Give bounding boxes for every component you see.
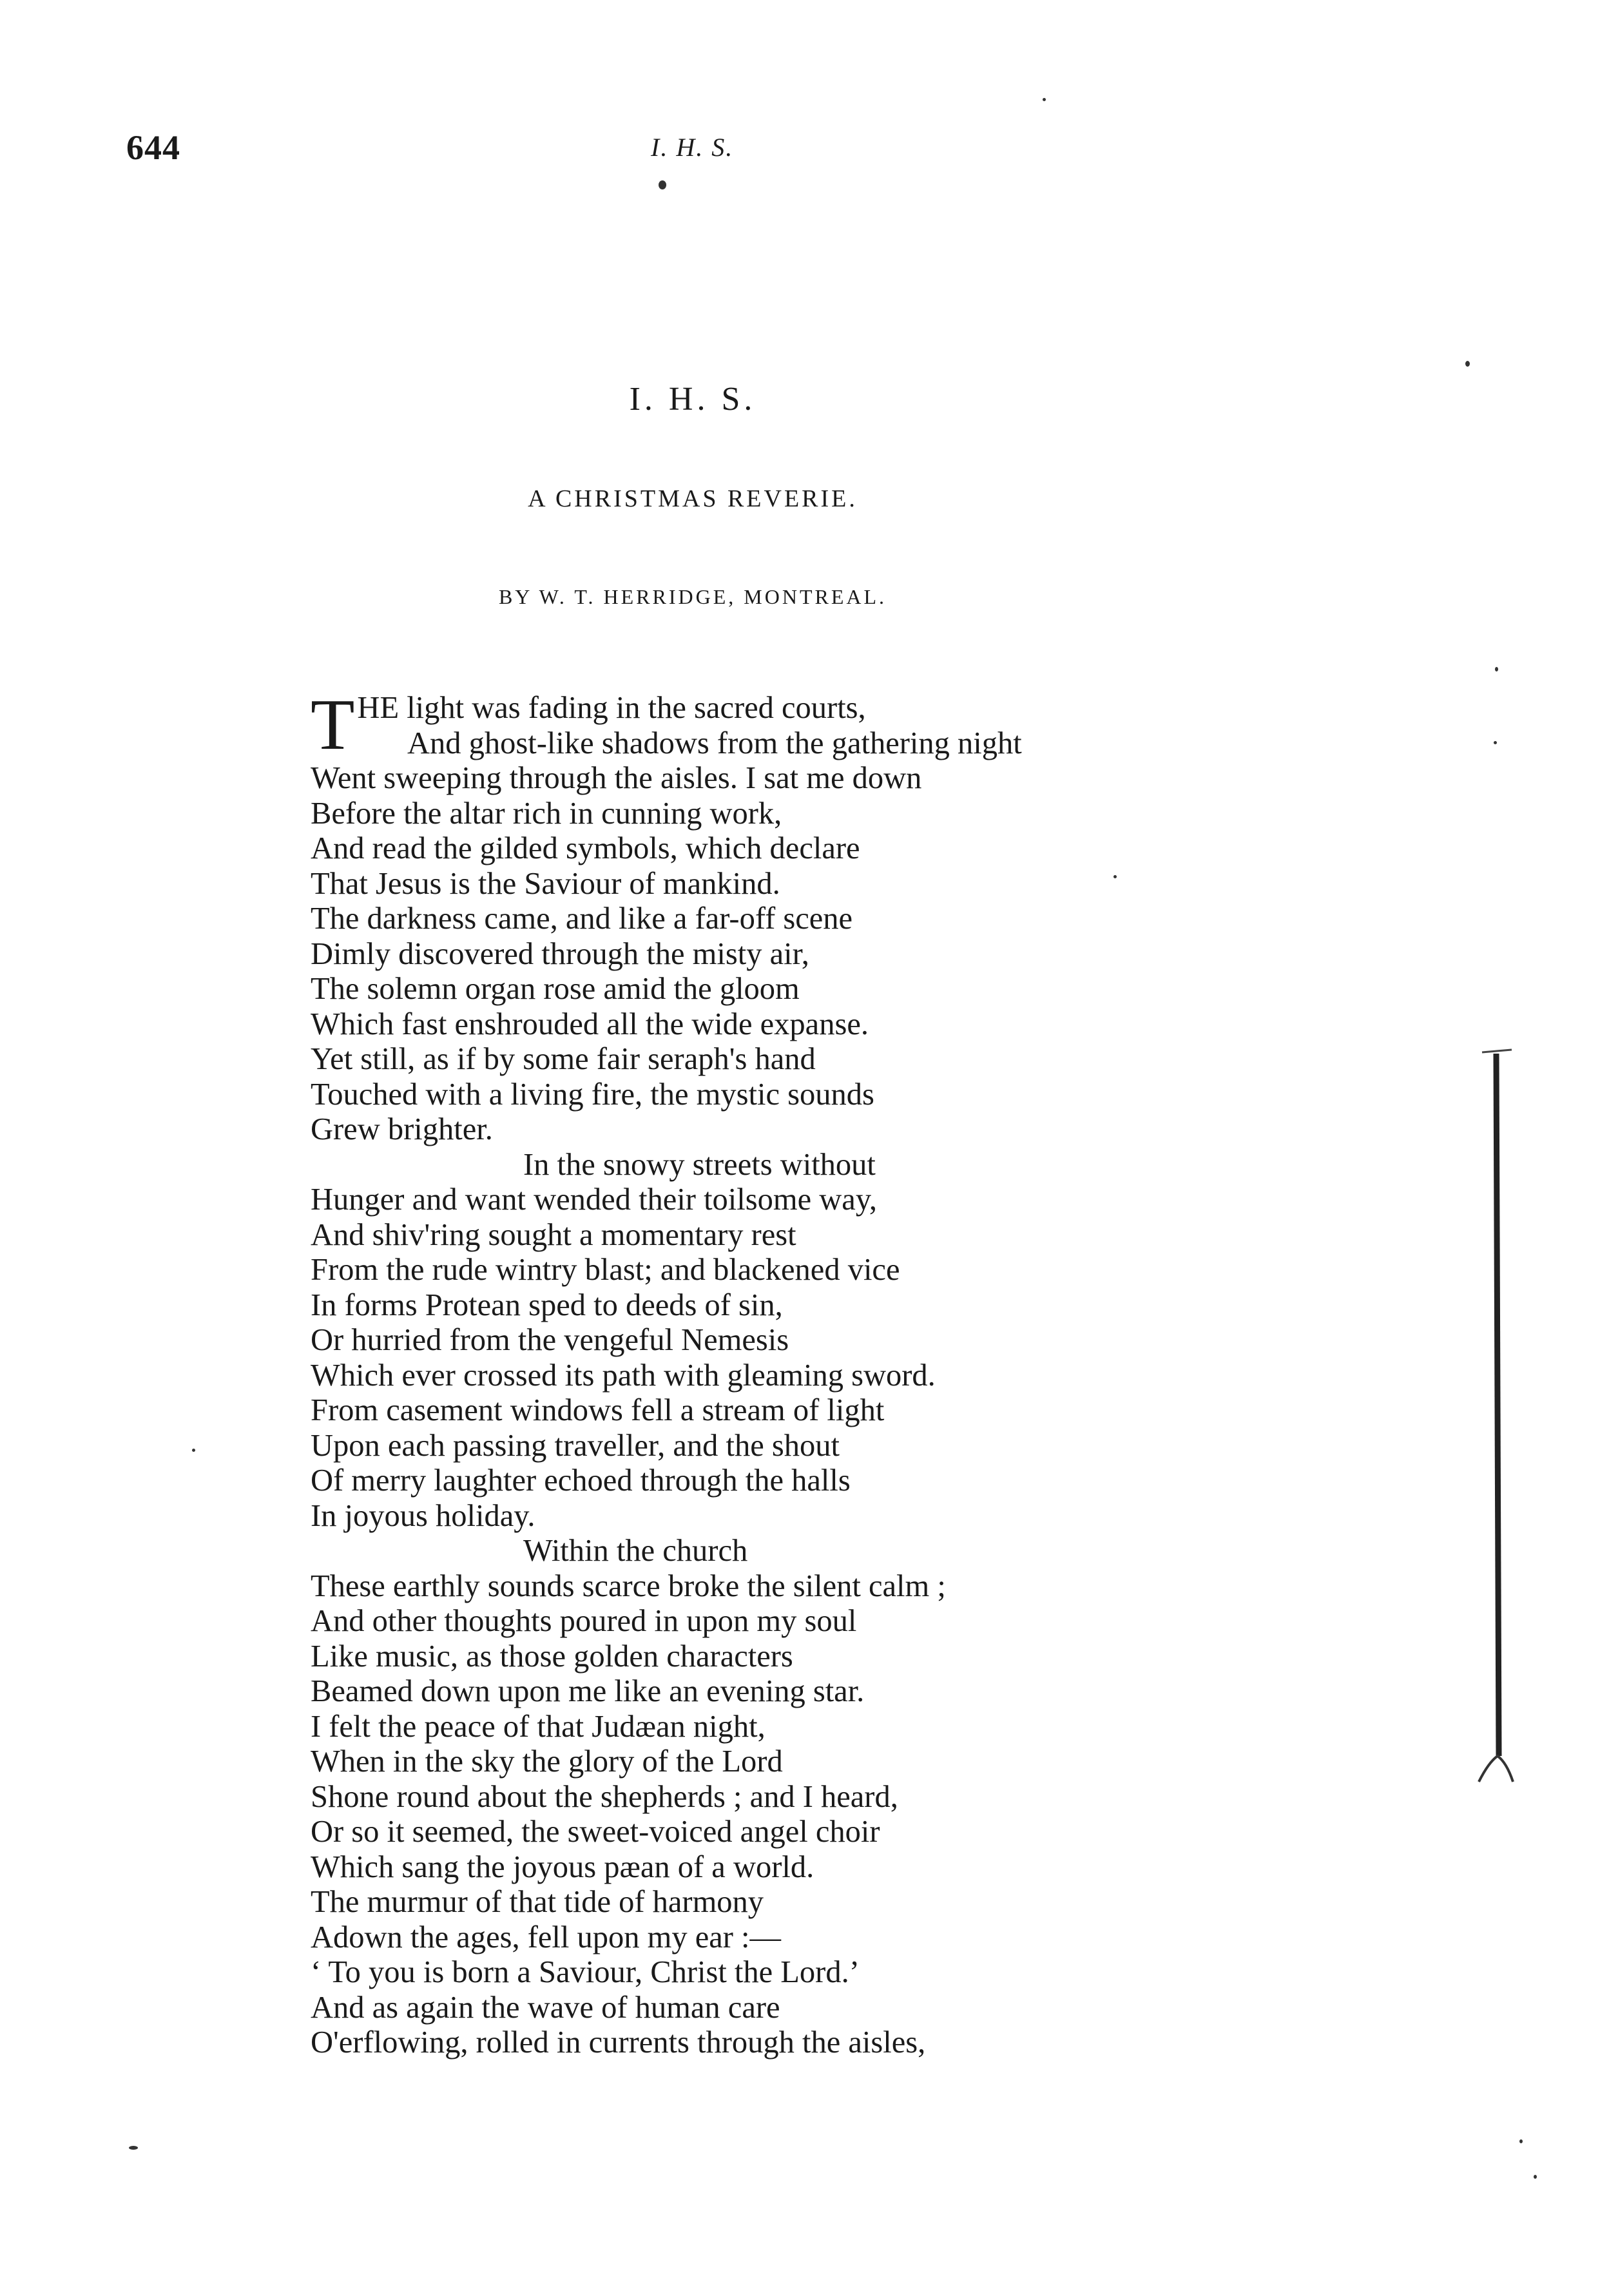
poem-line: And shiv'ring sought a momentary rest [311, 1217, 796, 1252]
print-speck [1519, 2139, 1523, 2143]
poem-line: When in the sky the glory of the Lord [311, 1744, 783, 1779]
poem-line: And read the gilded symbols, which declare [311, 831, 860, 865]
poem-line: Or so it seemed, the sweet-voiced angel choir [311, 1815, 880, 1849]
poem-byline: BY W. T. HERRIDGE, MONTREAL. [498, 585, 887, 608]
print-speck [1494, 741, 1497, 744]
page-number: 644 [126, 128, 180, 167]
poem-line: That Jesus is the Saviour of mankind. [311, 866, 780, 901]
binding-mark-icon [1476, 1047, 1514, 1795]
poem-line: And as again the wave of human care [311, 1990, 780, 2025]
poem-subtitle: A CHRISTMAS REVERIE. [528, 485, 858, 512]
poem-line: Before the altar rich in cunning work, [311, 796, 782, 831]
poem-line: Or hurried from the vengeful Nemesis [311, 1323, 789, 1357]
poem-line: From the rude wintry blast; and blackened vice [311, 1253, 900, 1287]
running-head: I. H. S. [651, 133, 734, 162]
print-speck [1043, 98, 1046, 101]
poem-line: Upon each passing traveller, and the shout [311, 1428, 840, 1463]
poem-line: Which sang the joyous pæan of a world. [311, 1849, 814, 1884]
print-speck [129, 2146, 138, 2150]
print-speck [1495, 667, 1498, 671]
drop-cap: T [311, 685, 355, 765]
poem-line: Went sweeping through the aisles. I sat me down [311, 761, 922, 795]
poem-line: In forms Protean sped to deeds of sin, [311, 1288, 783, 1322]
poem-line: Of merry laughter echoed through the halls [311, 1463, 851, 1498]
poem-line: Hunger and want wended their toilsome way, [311, 1182, 878, 1217]
poem-line: Grew brighter. [311, 1112, 493, 1146]
poem-line: These earthly sounds scarce broke the silent calm ; [311, 1568, 946, 1603]
poem-line: HE light was fading in the sacred courts, [357, 691, 866, 725]
poem-body [311, 685, 1226, 2061]
poem-line: Touched with a living fire, the mystic sounds [311, 1077, 874, 1112]
poem-line: Within the church [523, 1534, 748, 1568]
poem-line: And ghost-like shadows from the gathering night [407, 726, 1022, 760]
print-speck [659, 180, 666, 189]
poem-line: I felt the peace of that Judæan night, [311, 1709, 766, 1744]
poem-line: O'erflowing, rolled in currents through the aisles, [311, 2025, 926, 2060]
print-speck [1113, 875, 1117, 878]
print-speck [192, 1449, 195, 1452]
poem-line: Beamed down upon me like an evening star. [311, 1674, 865, 1708]
poem-line: Adown the ages, fell upon my ear :— [311, 1920, 782, 1954]
poem-line: Which fast enshrouded all the wide expanse. [311, 1007, 869, 1041]
poem-line: From casement windows fell a stream of light [311, 1393, 885, 1427]
print-speck [1465, 361, 1470, 367]
poem-line: Like music, as those golden characters [311, 1639, 793, 1674]
print-speck [1534, 2175, 1537, 2179]
poem-line: ‘ To you is born a Saviour, Christ the Lord.’ [311, 1955, 860, 1989]
poem-line: Which ever crossed its path with gleaming sword. [311, 1358, 936, 1393]
poem-line: Shone round about the shepherds ; and I heard, [311, 1779, 898, 1814]
poem-line: Yet still, as if by some fair seraph's hand [311, 1042, 816, 1076]
poem-line: In the snowy streets without [523, 1147, 876, 1182]
poem-line: And other thoughts poured in upon my soul [311, 1604, 857, 1638]
poem-lines [311, 761, 1226, 2061]
poem-line: In joyous holiday. [311, 1498, 535, 1533]
poem-line: The solemn organ rose amid the gloom [311, 972, 800, 1006]
poem-title: I. H. S. [629, 381, 756, 418]
poem-line: The murmur of that tide of harmony [311, 1885, 764, 1919]
poem-line: Dimly discovered through the misty air, [311, 936, 809, 971]
poem-line: The darkness came, and like a far-off scene [311, 902, 853, 936]
